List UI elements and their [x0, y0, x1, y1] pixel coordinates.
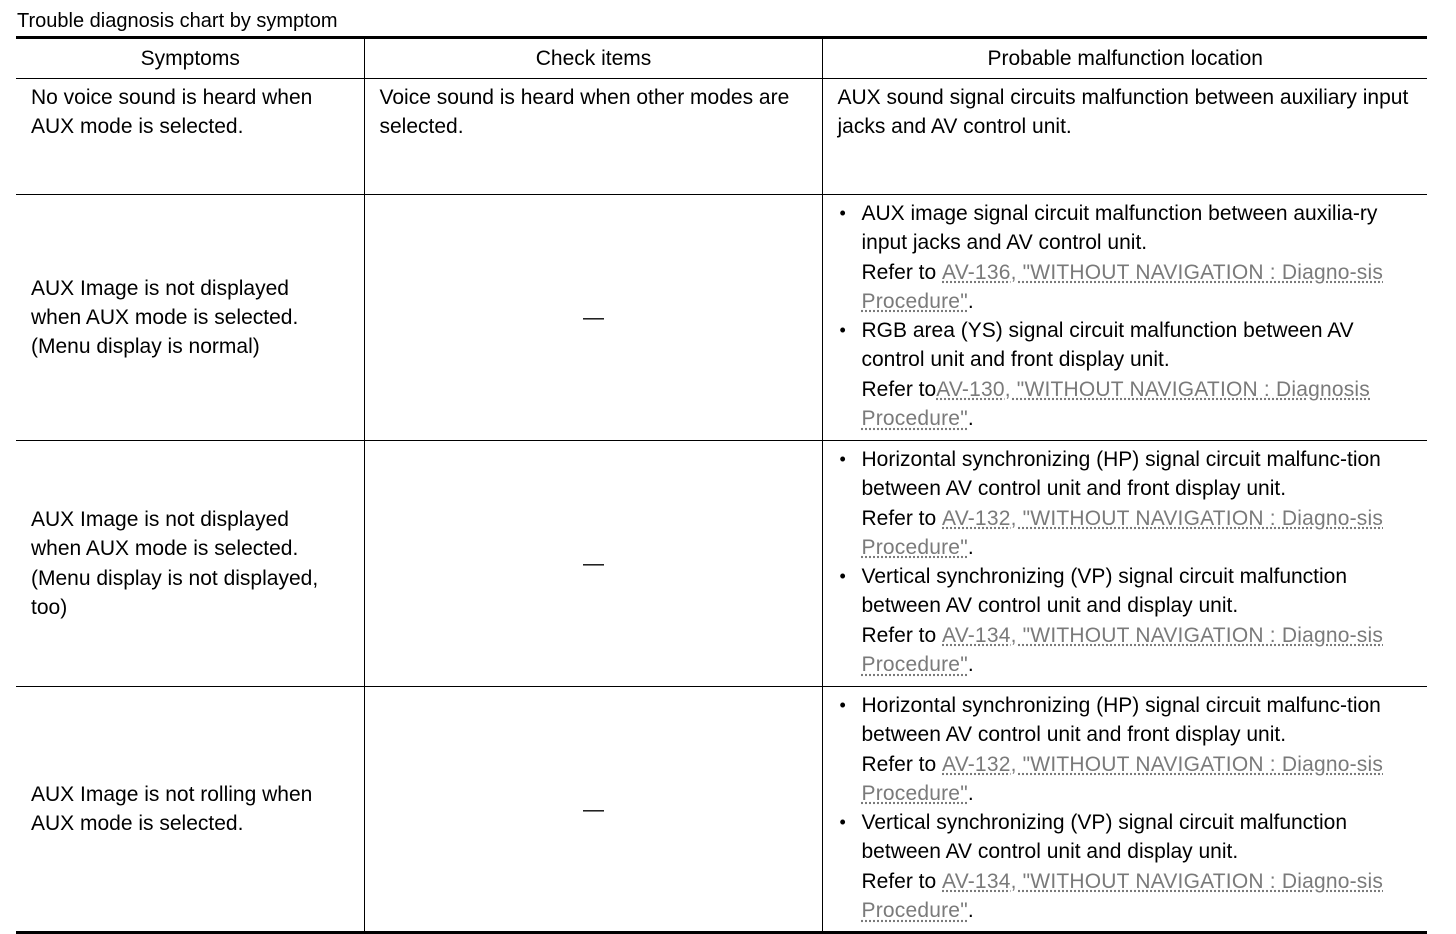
location-list [838, 445, 1414, 679]
item-text: RGB area (YS) signal circuit malfunction between AV control unit and front display unit. [861, 319, 1354, 372]
bullet-icon: • [839, 449, 846, 469]
bullet-icon: • [839, 566, 846, 587]
list-item [838, 808, 1414, 925]
list-item [838, 691, 1414, 808]
reference [862, 750, 1414, 809]
item-text: Vertical synchronizing (VP) signal circuit malfunction between AV control unit and display unit. [861, 565, 1348, 618]
reference-link[interactable]: AV-130, "WITHOUT NAVIGATION : Diagnosis Procedure" [861, 377, 1371, 431]
reference-link[interactable]: AV-134, "WITHOUT NAVIGATION : Diagno-sis Procedure" [861, 869, 1384, 923]
bullet-icon: • [839, 320, 846, 341]
symptom-line: when AUX mode is selected. [31, 537, 299, 561]
ref-suffix: . [967, 899, 974, 923]
item-text: Horizontal synchronizing (HP) signal circuit malfunc-tion between AV control unit and front display unit. [861, 694, 1381, 747]
reference-link[interactable]: AV-132, "WITHOUT NAVIGATION : Diagno-sis Procedure" [861, 506, 1384, 559]
item-text: AUX image signal circuit malfunction between auxilia-ry input jacks and AV control unit. [861, 202, 1378, 255]
table-row [16, 441, 1427, 687]
ref-suffix: . [967, 407, 974, 431]
check-cell: Voice sound is heard when other modes are selected. [364, 79, 822, 195]
reference [862, 867, 1414, 926]
check-cell: — [364, 195, 822, 441]
symptom-line: (Menu display is not displayed, [31, 566, 319, 590]
list-item [838, 199, 1414, 316]
symptom-cell [16, 687, 364, 933]
ref-prefix: Refer to [861, 869, 943, 893]
symptom-cell [16, 441, 364, 687]
symptom-line: AUX Image is not displayed [31, 276, 289, 300]
ref-prefix: Refer to [861, 506, 943, 530]
table-row [16, 687, 1427, 933]
bullet-icon: • [839, 695, 846, 715]
bullet-icon: • [839, 812, 846, 833]
bullet-icon: • [839, 203, 846, 223]
symptom-line: AUX Image is not displayed [31, 507, 289, 531]
header-check-items: Check items [364, 38, 822, 79]
check-cell: — [364, 441, 822, 687]
reference-link[interactable]: AV-134, "WITHOUT NAVIGATION : Diagno-sis Procedure" [861, 623, 1384, 677]
reference [862, 621, 1414, 680]
reference [862, 504, 1414, 563]
table-row [16, 195, 1427, 441]
symptom-line: too) [31, 595, 68, 619]
location-list [838, 199, 1414, 433]
ref-suffix: . [967, 653, 974, 677]
ref-suffix: . [967, 289, 974, 313]
list-item [838, 316, 1414, 433]
symptom-cell: No voice sound is heard when AUX mode is selected. [16, 79, 364, 195]
reference-link[interactable]: AV-136, "WITHOUT NAVIGATION : Diagno-sis Procedure" [861, 260, 1384, 313]
table-header-row [16, 38, 1427, 79]
list-item [838, 445, 1414, 562]
symptom-cell [16, 195, 364, 441]
ref-prefix: Refer to [861, 260, 943, 284]
list-item [838, 562, 1414, 679]
item-text: Vertical synchronizing (VP) signal circuit malfunction between AV control unit and display unit. [861, 811, 1348, 864]
location-cell: AUX sound signal circuits malfunction between auxiliary input jacks and AV control unit. [822, 79, 1427, 195]
diagnosis-table [16, 36, 1427, 934]
location-cell [822, 195, 1427, 441]
symptom-line: when AUX mode is selected. [31, 305, 299, 329]
symptom-line: AUX mode is selected. [31, 812, 244, 836]
ref-prefix: Refer to [861, 623, 943, 647]
item-text: Horizontal synchronizing (HP) signal circuit malfunc-tion between AV control unit and front display unit. [861, 448, 1381, 501]
header-location: Probable malfunction location [822, 38, 1427, 79]
location-cell [822, 687, 1427, 933]
reference [862, 375, 1414, 434]
reference [862, 258, 1414, 317]
page-title: Trouble diagnosis chart by symptom [17, 10, 338, 32]
location-list [838, 691, 1414, 925]
location-cell [822, 441, 1427, 687]
symptom-line: (Menu display is normal) [31, 335, 260, 359]
header-symptoms: Symptoms [16, 38, 364, 79]
ref-suffix: . [967, 535, 974, 559]
symptom-line: AUX Image is not rolling when [31, 782, 313, 806]
check-cell: — [364, 687, 822, 933]
table-row [16, 79, 1427, 195]
ref-prefix: Refer to [861, 377, 937, 401]
ref-suffix: . [967, 781, 974, 805]
ref-prefix: Refer to [861, 752, 943, 776]
reference-link[interactable]: AV-132, "WITHOUT NAVIGATION : Diagno-sis Procedure" [861, 752, 1384, 805]
